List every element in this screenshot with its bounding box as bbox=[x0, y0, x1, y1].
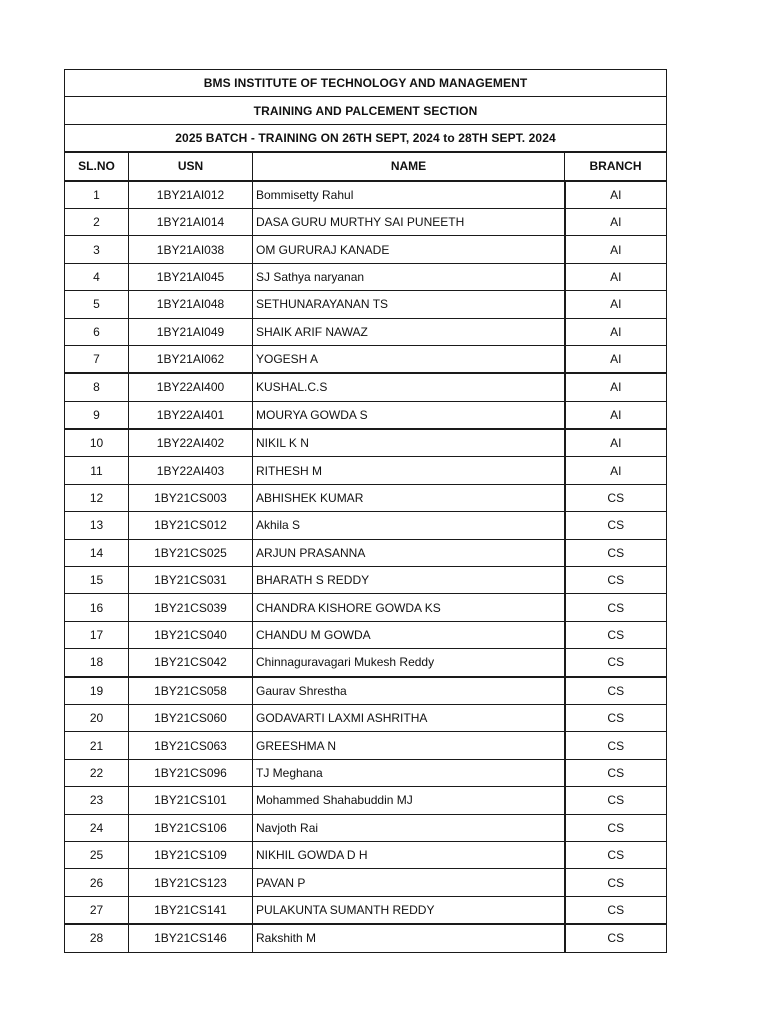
cell-slno: 25 bbox=[65, 841, 129, 868]
cell-branch: AI bbox=[565, 181, 667, 209]
cell-branch: CS bbox=[565, 869, 667, 896]
table-row bbox=[65, 787, 667, 814]
table-row bbox=[65, 841, 667, 868]
cell-slno: 9 bbox=[65, 401, 129, 429]
cell-usn: 1BY21AI049 bbox=[129, 318, 253, 345]
cell-name: CHANDRA KISHORE GOWDA KS bbox=[253, 594, 565, 621]
cell-usn: 1BY21CS040 bbox=[129, 621, 253, 648]
cell-name: PAVAN P bbox=[253, 869, 565, 896]
cell-branch: CS bbox=[565, 649, 667, 677]
cell-slno: 6 bbox=[65, 318, 129, 345]
cell-usn: 1BY21AI014 bbox=[129, 208, 253, 235]
institute-title: BMS INSTITUTE OF TECHNOLOGY AND MANAGEMENT bbox=[65, 70, 667, 97]
cell-name: Bommisetty Rahul bbox=[253, 181, 565, 209]
cell-branch: CS bbox=[565, 704, 667, 731]
cell-branch: AI bbox=[565, 373, 667, 401]
column-header-usn: USN bbox=[129, 152, 253, 180]
cell-usn: 1BY21CS031 bbox=[129, 567, 253, 594]
cell-usn: 1BY21AI062 bbox=[129, 345, 253, 373]
cell-slno: 21 bbox=[65, 732, 129, 759]
cell-branch: CS bbox=[565, 841, 667, 868]
cell-name: SHAIK ARIF NAWAZ bbox=[253, 318, 565, 345]
cell-slno: 10 bbox=[65, 429, 129, 457]
cell-usn: 1BY21CS012 bbox=[129, 512, 253, 539]
cell-branch: CS bbox=[565, 759, 667, 786]
cell-slno: 19 bbox=[65, 677, 129, 705]
section-title: TRAINING AND PALCEMENT SECTION bbox=[65, 97, 667, 124]
cell-usn: 1BY21CS101 bbox=[129, 787, 253, 814]
cell-branch: AI bbox=[565, 345, 667, 373]
table-row bbox=[65, 732, 667, 759]
title-row-batch bbox=[65, 124, 667, 152]
cell-branch: CS bbox=[565, 621, 667, 648]
cell-slno: 22 bbox=[65, 759, 129, 786]
cell-name: KUSHAL.C.S bbox=[253, 373, 565, 401]
table-row bbox=[65, 869, 667, 896]
training-list-table bbox=[64, 69, 667, 953]
cell-branch: CS bbox=[565, 512, 667, 539]
cell-branch: AI bbox=[565, 429, 667, 457]
cell-slno: 27 bbox=[65, 896, 129, 924]
cell-usn: 1BY21CS003 bbox=[129, 484, 253, 511]
table-row bbox=[65, 401, 667, 429]
table-row bbox=[65, 814, 667, 841]
column-header-branch: BRANCH bbox=[565, 152, 667, 180]
cell-branch: AI bbox=[565, 208, 667, 235]
cell-branch: CS bbox=[565, 539, 667, 566]
cell-branch: CS bbox=[565, 594, 667, 621]
cell-name: NIKIL K N bbox=[253, 429, 565, 457]
cell-branch: CS bbox=[565, 484, 667, 511]
cell-branch: AI bbox=[565, 291, 667, 318]
cell-name: Chinnaguravagari Mukesh Reddy bbox=[253, 649, 565, 677]
cell-usn: 1BY21CS146 bbox=[129, 924, 253, 952]
cell-slno: 1 bbox=[65, 181, 129, 209]
cell-usn: 1BY21CS060 bbox=[129, 704, 253, 731]
cell-usn: 1BY21AI038 bbox=[129, 236, 253, 263]
column-header-name: NAME bbox=[253, 152, 565, 180]
cell-name: SJ Sathya naryanan bbox=[253, 263, 565, 290]
cell-usn: 1BY21CS123 bbox=[129, 869, 253, 896]
cell-usn: 1BY21CS039 bbox=[129, 594, 253, 621]
cell-usn: 1BY22AI400 bbox=[129, 373, 253, 401]
cell-slno: 18 bbox=[65, 649, 129, 677]
cell-slno: 4 bbox=[65, 263, 129, 290]
cell-name: SETHUNARAYANAN TS bbox=[253, 291, 565, 318]
cell-name: PULAKUNTA SUMANTH REDDY bbox=[253, 896, 565, 924]
cell-name: Navjoth Rai bbox=[253, 814, 565, 841]
cell-slno: 5 bbox=[65, 291, 129, 318]
cell-branch: CS bbox=[565, 732, 667, 759]
cell-name: Mohammed Shahabuddin MJ bbox=[253, 787, 565, 814]
cell-name: Gaurav Shrestha bbox=[253, 677, 565, 705]
table-row bbox=[65, 539, 667, 566]
table-row bbox=[65, 236, 667, 263]
table-row bbox=[65, 429, 667, 457]
cell-slno: 8 bbox=[65, 373, 129, 401]
cell-usn: 1BY21CS058 bbox=[129, 677, 253, 705]
cell-usn: 1BY21CS109 bbox=[129, 841, 253, 868]
cell-name: NIKHIL GOWDA D H bbox=[253, 841, 565, 868]
cell-branch: CS bbox=[565, 567, 667, 594]
cell-branch: AI bbox=[565, 457, 667, 484]
cell-branch: AI bbox=[565, 263, 667, 290]
cell-slno: 3 bbox=[65, 236, 129, 263]
table-row bbox=[65, 594, 667, 621]
cell-slno: 15 bbox=[65, 567, 129, 594]
cell-branch: CS bbox=[565, 814, 667, 841]
table-row bbox=[65, 208, 667, 235]
cell-name: DASA GURU MURTHY SAI PUNEETH bbox=[253, 208, 565, 235]
cell-usn: 1BY21CS141 bbox=[129, 896, 253, 924]
table-row bbox=[65, 345, 667, 373]
table-row bbox=[65, 677, 667, 705]
cell-name: GREESHMA N bbox=[253, 732, 565, 759]
cell-slno: 20 bbox=[65, 704, 129, 731]
table-row bbox=[65, 457, 667, 484]
cell-usn: 1BY22AI401 bbox=[129, 401, 253, 429]
column-header-row bbox=[65, 152, 667, 180]
cell-slno: 28 bbox=[65, 924, 129, 952]
cell-usn: 1BY21CS025 bbox=[129, 539, 253, 566]
cell-usn: 1BY21CS063 bbox=[129, 732, 253, 759]
cell-slno: 17 bbox=[65, 621, 129, 648]
title-row-institute bbox=[65, 70, 667, 97]
cell-branch: AI bbox=[565, 401, 667, 429]
column-header-slno: SL.NO bbox=[65, 152, 129, 180]
cell-name: YOGESH A bbox=[253, 345, 565, 373]
cell-slno: 24 bbox=[65, 814, 129, 841]
table-row bbox=[65, 373, 667, 401]
cell-branch: CS bbox=[565, 677, 667, 705]
table-row bbox=[65, 896, 667, 924]
cell-name: GODAVARTI LAXMI ASHRITHA bbox=[253, 704, 565, 731]
table-row bbox=[65, 567, 667, 594]
cell-usn: 1BY21AI048 bbox=[129, 291, 253, 318]
cell-name: ABHISHEK KUMAR bbox=[253, 484, 565, 511]
cell-name: BHARATH S REDDY bbox=[253, 567, 565, 594]
cell-branch: CS bbox=[565, 896, 667, 924]
table-body bbox=[65, 181, 667, 952]
table-row bbox=[65, 649, 667, 677]
cell-slno: 13 bbox=[65, 512, 129, 539]
table-row bbox=[65, 759, 667, 786]
cell-slno: 2 bbox=[65, 208, 129, 235]
cell-name: ARJUN PRASANNA bbox=[253, 539, 565, 566]
cell-name: Rakshith M bbox=[253, 924, 565, 952]
table-row bbox=[65, 181, 667, 209]
cell-usn: 1BY21AI012 bbox=[129, 181, 253, 209]
cell-name: OM GURURAJ KANADE bbox=[253, 236, 565, 263]
cell-slno: 23 bbox=[65, 787, 129, 814]
table-row bbox=[65, 512, 667, 539]
cell-usn: 1BY21CS042 bbox=[129, 649, 253, 677]
cell-slno: 26 bbox=[65, 869, 129, 896]
cell-slno: 14 bbox=[65, 539, 129, 566]
cell-slno: 12 bbox=[65, 484, 129, 511]
cell-usn: 1BY21CS096 bbox=[129, 759, 253, 786]
cell-name: TJ Meghana bbox=[253, 759, 565, 786]
table-row bbox=[65, 704, 667, 731]
cell-branch: AI bbox=[565, 236, 667, 263]
table-row bbox=[65, 291, 667, 318]
title-row-section bbox=[65, 97, 667, 124]
table-row bbox=[65, 318, 667, 345]
cell-branch: CS bbox=[565, 924, 667, 952]
table-row bbox=[65, 924, 667, 952]
table-row bbox=[65, 621, 667, 648]
cell-usn: 1BY21CS106 bbox=[129, 814, 253, 841]
cell-usn: 1BY21AI045 bbox=[129, 263, 253, 290]
cell-name: MOURYA GOWDA S bbox=[253, 401, 565, 429]
table-row bbox=[65, 263, 667, 290]
batch-title: 2025 BATCH - TRAINING ON 26TH SEPT, 2024 to 28TH SEPT. 2024 bbox=[65, 124, 667, 152]
cell-branch: CS bbox=[565, 787, 667, 814]
cell-usn: 1BY22AI403 bbox=[129, 457, 253, 484]
cell-slno: 7 bbox=[65, 345, 129, 373]
cell-slno: 11 bbox=[65, 457, 129, 484]
cell-slno: 16 bbox=[65, 594, 129, 621]
cell-name: CHANDU M GOWDA bbox=[253, 621, 565, 648]
table-row bbox=[65, 484, 667, 511]
cell-name: RITHESH M bbox=[253, 457, 565, 484]
cell-usn: 1BY22AI402 bbox=[129, 429, 253, 457]
cell-branch: AI bbox=[565, 318, 667, 345]
cell-name: Akhila S bbox=[253, 512, 565, 539]
